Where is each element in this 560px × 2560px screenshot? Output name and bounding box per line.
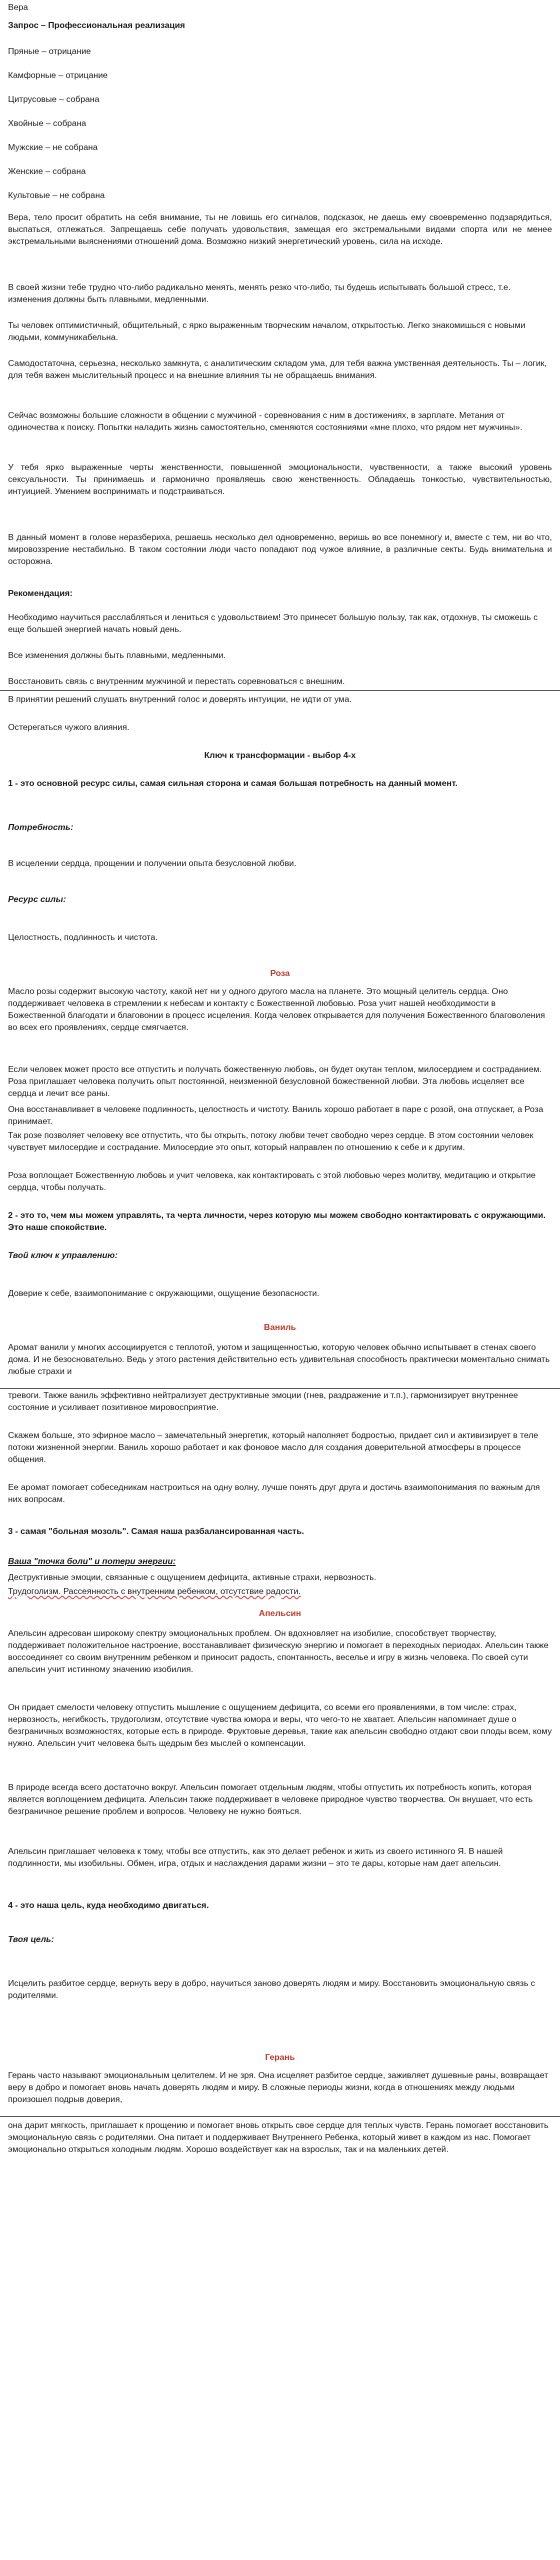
oil-paragraph: Если человек может просто все отпустить и получать божественную любовь, он будет окутан теплом, милосердием и состраданием. Роза приглашает человека получить опыт постоянной, неизменной безусловной божественной любви. Эта любовь исцеляет все сердца и лечит все раны. xyxy=(8,1064,542,1098)
body-paragraph: Ты человек оптимистичный, общительный, с ярко выраженным творческим началом, открытостью. Легко знакомишься с новыми людьми, коммуникабельна. xyxy=(8,320,526,342)
goal-label: Твоя цель: xyxy=(8,1934,55,1944)
body-paragraph: У тебя ярко выраженные черты женственности, повышенной эмоциональности, чувственности, а также высокий уровень сексуальности. Ты принимаешь и гармонично проявляешь свою женственность. Обладаешь тонкостью, чувствительностью, интуицией. Умением воспринимать и подстраиваться. xyxy=(8,462,552,496)
recommendation-item: В принятии решений слушать внутренний голос и доверять интуиции, не идти от ума. xyxy=(8,694,352,704)
divider xyxy=(0,690,560,691)
pain-point-text: Деструктивные эмоции, связанные с ощущением дефицита, активные страхи, нервозность. xyxy=(8,1572,377,1582)
aroma-line: Камфорные – отрицание xyxy=(8,70,108,80)
body-paragraph: В своей жизни тебе трудно что-либо радикально менять, менять резко что-либо, ты будешь испытывать большой стресс, т.е. изменения должны быть плавными, медленными. xyxy=(8,282,511,304)
body-paragraph: Сейчас возможны большие сложности в общении с мужчиной - соревнования с ним в достижениях, в зарплате. Метания от одиночества к поиску. Попытки наладить жизнь самостоятельно, сменяются состояниями «мне плохо, что рядом нет мужчины». xyxy=(8,410,523,432)
recommendation-item: Необходимо научиться расслабляться и лениться с удовольствием! Это принесет большую пользу, так как, отдохнув, ты сможешь с еще большей энергией начать новый день. xyxy=(8,612,538,634)
pain-point-label: Ваша "точка боли" и потери энергии: xyxy=(8,1556,176,1566)
recommendation-item: Остерегаться чужого влияния. xyxy=(8,722,130,732)
oil-paragraph: Ее аромат помогает собеседникам настроиться на одну волну, лучше понять друг друга и достичь взаимопонимания по важным для них вопросам. xyxy=(8,1482,540,1504)
oil-paragraph: Он придает смелости человеку отпустить мышление с ощущением дефицита, со всеми его проявлениями, в том числе: страх, нервозность, негибкость, трудоголизм, отсутствие чувства юмора и веры, что чего-то не хватает. Апельсин напоминает душе о безграничных возможностях, которые есть в природе. Фруктовые деревья, такие как апельсин свободно отдают свои плоды всем, кому нужно. Апельсин учит человека быть щедрым без мыслей о компенсации. xyxy=(8,1702,552,1748)
recommendation-item: Восстановить связь с внутренним мужчиной и перестать соревноваться с внешним. xyxy=(8,676,345,686)
oil-paragraph: В природе всегда всего достаточно вокруг. Апельсин помогает отдельным людям, чтобы отпустить их потребность копить, которая является воплощением дефицита. Апельсин также поддерживает в человеке природное чувство творчества. Он внушает, что есть безграничное решение проблем и вопросов. Человеку не нужно бояться. xyxy=(8,1782,533,1816)
divider xyxy=(0,1388,560,1389)
body-paragraph: В данный момент в голове неразбериха, решаешь несколько дел одновременно, веришь во все понемногу и, вместе с тем, ни во что, мировоззрение нестабильно. В таком состоянии люди часто попадают под чужое влияние, в различные секты. Будь внимательна и осторожна. xyxy=(8,532,552,566)
aroma-line: Хвойные – собрана xyxy=(8,118,87,128)
control-key-text: Доверие к себе, взаимопонимание с окружающими, ощущение безопасности. xyxy=(8,1288,320,1298)
goal-text: Исцелить разбитое сердце, вернуть веру в добро, научиться заново доверять людям и миру. Восстановить эмоциональную связь с родителями. xyxy=(8,1978,536,2000)
pain-point-text: Трудоголизм. Рассеянность с внутренним ребенком, отсутствие радости. xyxy=(8,1586,301,1596)
oil-paragraph: Герань часто называют эмоциональным целителем. И не зря. Она исцеляет разбитое сердце, заживляет душевные раны, возвращает веру в добро и помогает вновь начать доверять людям и миру. В сложные периоды жизни, когда в отношениях между людьми произошел подрыв доверия, xyxy=(8,2070,549,2104)
body-paragraph: Самодостаточна, серьезна, несколько замкнута, с аналитическим складом ума, для тебя важна умственная деятельность. Ты – логик, для тебя важен мыслительный процесс и на внешние влияния ты не обращаешь внимания. xyxy=(8,358,547,380)
section-2-heading: 2 - это то, чем мы можем управлять, та черта личности, через которую мы можем свободно контактировать с окружающими. Это наше спокойствие. xyxy=(8,1210,546,1232)
oil-title-rose: Роза xyxy=(270,968,290,978)
recommendation-item: Все изменения должны быть плавными, медленными. xyxy=(8,650,226,660)
oil-paragraph: Скажем больше, это эфирное масло – замечательный энергетик, который наполняет бодростью, придает сил и активизирует в теле потоки жизненной энергии. Ваниль хорошо работает и как фоновое масло для создания доверительной атмосферы в процессе общения. xyxy=(8,1430,539,1464)
oil-paragraph: Аромат ванили у многих ассоциируется с теплотой, уютом и защищенностью, которую человек обычно испытывает в стенах своего дома. И не безосновательно. Ведь у этого растения действительно есть удивительная способность практически моментально снимать любые страхи и xyxy=(8,1342,550,1376)
aroma-line: Культовые – не собрана xyxy=(8,190,105,200)
aroma-line: Мужские – не собрана xyxy=(8,142,98,152)
oil-paragraph: тревоги. Также ваниль эффективно нейтрализует деструктивные эмоции (гнев, раздражение и т.п.), гармонизирует внутреннее состояние и усиливает позитивное мировосприятие. xyxy=(8,1390,519,1412)
aroma-line: Женские – собрана xyxy=(8,166,86,176)
need-label: Потребность: xyxy=(8,822,74,832)
divider xyxy=(0,2116,560,2117)
control-key-label: Твой ключ к управлению: xyxy=(8,1250,118,1260)
recommendation-title: Рекомендация: xyxy=(8,588,73,598)
oil-title-orange: Апельсин xyxy=(258,1608,302,1618)
section-1-heading: 1 - это основной ресурс силы, самая сильная сторона и самая большая потребность на данный момент. xyxy=(8,778,458,788)
oil-title-geranium: Герань xyxy=(265,2052,295,2062)
oil-paragraph: Так розе позволяет человеку все отпустить, что бы открыть, потоку любви течет свободно через сердце. В этом состоянии человек чувствует милосердие и сострадание. Милосердие это опыт, который направлен по отношению к себе и к другим. xyxy=(8,1130,534,1152)
resource-text: Целостность, подлинность и чистота. xyxy=(8,932,158,942)
section-4-heading: 4 - это наша цель, куда необходимо двигаться. xyxy=(8,1900,209,1910)
request-title: Запрос – Профессиональная реализация xyxy=(8,20,186,30)
oil-paragraph: Она восстанавливает в человеке подлинность, целостность и чистоту. Ваниль хорошо работает в паре с розой, она отпускает, а Роза принимает. xyxy=(8,1104,544,1126)
oil-paragraph: Роза воплощает Божественную любовь и учит человека, как контактировать с этой любовью через молитву, медитацию и открытие сердца, чтобы получать. xyxy=(8,1170,536,1192)
oil-title-vanilla: Ваниль xyxy=(263,1322,297,1332)
aroma-line: Пряные – отрицание xyxy=(8,46,91,56)
aroma-line: Цитрусовые – собрана xyxy=(8,94,100,104)
section-3-heading: 3 - самая "больная мозоль". Самая наша разбалансированная часть. xyxy=(8,1526,305,1536)
resource-label: Ресурс силы: xyxy=(8,894,66,904)
oil-paragraph: Апельсин адресован широкому спектру эмоциональных проблем. Он вдохновляет на изобилие, способствует творчеству, поддерживает положительное настроение, восстанавливает физическую энергию и помогает в переходных периодах. Апельсин также воссоединяет со своим внутренним ребенком и приносит радость, спонтанность, веселье и игру в жизнь человека. По своей сути апельсин учит истинному значению изобилия. xyxy=(8,1628,549,1674)
client-name: Вера xyxy=(8,2,29,12)
oil-paragraph: Апельсин приглашает человека к тому, чтобы все отпустить, как это делает ребенок и жить из своего истинного Я. В нашей подлинности, мы изобильны. Обмен, игра, отдых и наслаждения дарами жизни – это те дары, которые нам дает апельсин. xyxy=(8,1846,503,1868)
oil-paragraph: Масло розы содержит высокую частоту, какой нет ни у одного другого масла на планете. Это мощный целитель сердца. Оно поддерживает человека в стремлении к небесам и контакту с Божественной любовью. Роза учит нашей необходимости в Божественной благодати и благовонии в процесс исцеления. Когда человек открывается для получения Божественного благоволения во всех его проявлениях, сердце смягчается. xyxy=(8,986,545,1032)
key-title: Ключ к трансформации - выбор 4-х xyxy=(204,750,356,760)
need-text: В исцелении сердца, прощении и получении опыта безусловной любви. xyxy=(8,858,297,868)
oil-paragraph: она дарит мягкость, приглашает к прощению и помогает вновь открыть свое сердце для теплых чувств. Герань помогает восстановить эмоциональную связь с родителями. Она питает и поддерживает Внутреннего Ребенка, который живет в каждом из нас. Помогает эмоционально открыться холодным людям. Хорошо воздействует как на взрослых, так и на маленьких детей. xyxy=(8,2120,549,2154)
body-paragraph: Вера, тело просит обратить на себя внимание, ты не ловишь его сигналов, подсказок, не даешь ему своевременно подзарядиться, выспаться, отлежаться. Запрещаешь себе получать удовольствия, замещая его экстремальными видами спорта или не менее экстремальными выяснениями отношений дома. Возможно низкий энергетический уровень, сила на исходе. xyxy=(8,212,552,246)
